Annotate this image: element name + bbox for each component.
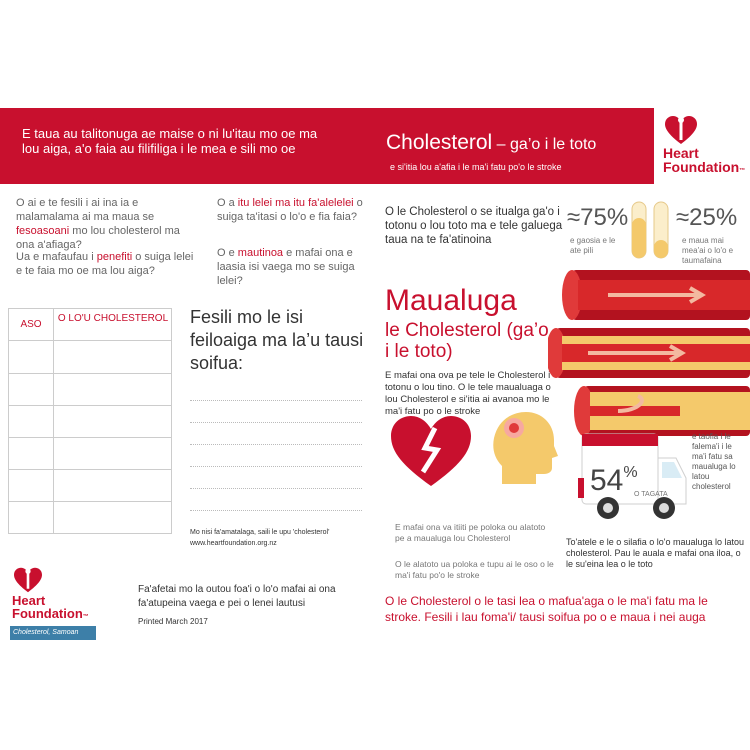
stat-food-caption: e maua mai mea'ai o lo'o e taumafaina	[682, 236, 734, 265]
logo-word-foundation: Foundation™	[12, 606, 89, 621]
broken-heart-icon	[389, 414, 473, 488]
cholesterol-log-table	[8, 308, 172, 534]
table-row	[9, 405, 171, 406]
question-3: O a itu lelei ma itu fa'alelelei o suiga ta'itasi o lo'o e fia faia?	[217, 197, 363, 223]
heart-logo-icon	[663, 114, 699, 146]
ambulance-label: O TAGATA	[634, 491, 668, 498]
note-line	[190, 400, 362, 401]
maualuga-description: E mafai ona ova pe tele le Cholesterol i totonu o lou tino. O le tele maualuaga o lou Cholesterol e si'itia ai avanoa mo le ma'i fatu po o le stroke	[385, 370, 551, 417]
thanks-text: Fa'afetai mo la outou foa'i o lo'o mafai ai ona fa'atupeina vaega e pei o lenei lautusi	[138, 584, 336, 609]
question-1: O ai e te fesili i ai ina ia e malamalama ai ma maua se fesoasoani mo lou cholesterol ma ona a'afiaga?	[16, 197, 180, 251]
artery-illustration	[548, 264, 750, 444]
maualuga-title: Maualuga	[385, 284, 517, 317]
title-main: Cholesterol	[386, 131, 493, 154]
stat-food-value: ≈25%	[676, 204, 738, 231]
logo-word-foundation: Foundation™	[663, 159, 746, 175]
next-visit-heading: Fesili mo le isi feiloaiga ma la’u tausi soifua:	[190, 307, 364, 373]
table-row	[9, 469, 171, 470]
lead-text: O le Cholesterol o se itualga ga'o i totonu o lou toto ma e tele galuega taua na te fa'atinoina	[385, 206, 563, 246]
question-4: O e mautinoa e mafai ona e laasia isi vaega mo se suiga lelei?	[217, 247, 355, 287]
stat-liver-caption: e gaosia e le ate pili	[570, 236, 616, 255]
hospital-caption: e taofia i le falema'i i le ma'i fatu sa maualuga lo latou cholesterol	[692, 432, 736, 491]
stat-liver-value: ≈75%	[567, 204, 629, 231]
table-row	[9, 501, 171, 502]
page-subtitle: e si'itia lou a'afia i le ma'i fatu po'o le stroke	[390, 162, 562, 172]
heart-foundation-logo	[663, 114, 745, 178]
col-aso: ASO	[20, 319, 42, 330]
stroke-head-icon	[492, 410, 558, 486]
header-intro: E taua au talitonuga ae maise o ni lu'itau mo oe ma lou aiga, a'o faia au filifiliga i le mea e sili mo oe	[22, 126, 318, 156]
page-title	[386, 131, 596, 155]
undetected-caption: To'atele e le o silafia o lo'o maualuga lo latou cholesterol. Pau le auala e mafai ona iloa, o le su'eina lea o le toto	[566, 537, 745, 569]
table-row	[9, 373, 171, 374]
note-line	[190, 510, 362, 511]
footer-message: O le Cholesterol o le tasi lea o mafua'aga o le ma'i fatu ma le stroke. Fesili i lau foma'i/ tausi soifua po o e maua i nei auga	[385, 594, 708, 624]
website-link[interactable]: www.heartfoundation.org.nz	[190, 540, 277, 547]
resource-tag: Cholesterol, Samoan	[10, 626, 96, 640]
maualuga-subtitle: le Cholesterol (ga’o i le toto)	[385, 320, 549, 362]
question-2: Ua e mafaufau i penefiti o suiga lelei e te faia mo oe ma lou aiga?	[16, 251, 194, 277]
ambulance-stat: 54%	[590, 464, 638, 497]
title-rest: – ga’o i le toto	[492, 136, 597, 153]
heart-foundation-logo-bottom	[12, 566, 89, 624]
col-cholesterol: O LO'U CHOLESTEROL	[57, 313, 169, 324]
printed-date: Printed March 2017	[138, 617, 208, 626]
heart-caption: E mafai ona va itiiti pe poloka ou alatoto pe a maualuga lou Cholesterol	[395, 522, 546, 543]
logo-word-heart: Heart	[663, 145, 699, 161]
note-line	[190, 422, 362, 423]
heart-logo-icon	[12, 566, 44, 594]
table-row	[9, 437, 171, 438]
note-line	[190, 444, 362, 445]
note-line	[190, 488, 362, 489]
test-tubes-icon	[628, 200, 672, 262]
logo-word-heart: Heart	[12, 593, 46, 608]
more-info-note: Mo nisi fa'amatalaga, saili le upu 'cholesterol'	[190, 529, 330, 536]
note-line	[190, 466, 362, 467]
stroke-caption: O le alatoto ua poloka e tupu ai le oso o le ma'i fatu po'o le stroke	[395, 559, 554, 580]
